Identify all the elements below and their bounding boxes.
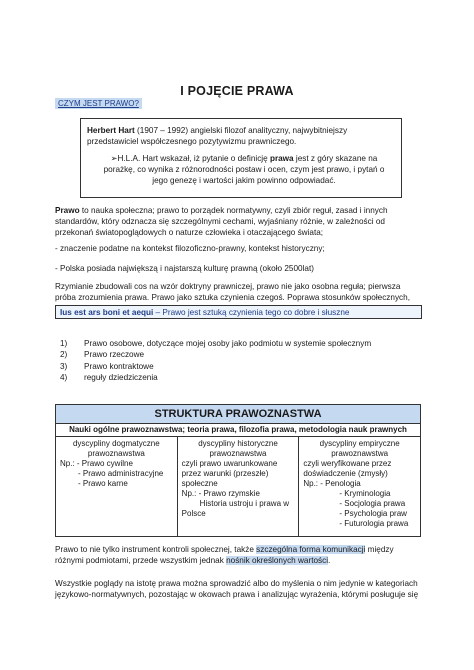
bullet-1: - znaczenie podatne na kontekst filozoficzno-prawny, kontekst historyczny; — [55, 244, 325, 253]
list-number: 4) — [60, 373, 68, 383]
col-np: Np.: - Penologia — [303, 479, 361, 488]
hart-text: (1907 – 1992) angielski filozof analityczny, najwybitniejszy przedstawiciel współczesnego pozytywizmu prawniczego. — [87, 126, 348, 146]
list-number: 3) — [60, 361, 68, 371]
list-item — [60, 361, 371, 372]
quote-bold: prawa — [269, 154, 294, 163]
communication-paragraph — [55, 544, 420, 566]
hart-description — [87, 125, 395, 147]
p3-pre: Prawo to nie tylko instrument kontroli społecznej, także — [55, 545, 257, 554]
p3-highlight-1: szczególna forma komunikacji — [256, 545, 366, 554]
col-title: prawoznawstwa — [87, 449, 145, 458]
col-np: Np.: - Prawo rzymskie — [181, 489, 260, 498]
list-number: 2) — [60, 350, 68, 360]
col-title: dyscypliny empiryczne — [319, 439, 400, 448]
prawo-text: to nauka społeczna; prawo to porządek normatywny, czyli zbiór reguł, zasad i innych standardów, który odznacza się szczególnymi cechami, wyjaśniany różnie, w zależności od przekonań światopoglądowych o naturze człowieka i otaczającego świata; — [55, 206, 388, 238]
table-subheader: Nauki ogólne prawoznawstwa; teoria prawa, filozofia prawa, metodologia nauk prawnych — [56, 424, 420, 437]
col-item: - Kryminologia — [339, 489, 391, 498]
hart-box — [80, 118, 402, 198]
list-text: Prawo rzeczowe — [84, 350, 145, 360]
list-number: 1) — [60, 339, 68, 348]
col-line: społeczne — [181, 479, 218, 488]
hart-quote — [97, 153, 391, 186]
col-extra: Historia ustroju i prawa w — [199, 499, 290, 508]
col-line: czyli weryfikowane przez — [303, 459, 392, 468]
list-item — [60, 338, 371, 349]
col-item: - Prawo administracyjne — [78, 469, 164, 478]
p3-mid: między różnymi podmiotami, przede wszystkim jednak — [55, 545, 394, 566]
latin-box — [55, 305, 422, 319]
list-item — [60, 372, 371, 383]
list-text: Prawo osobowe, dotyczące mojej osoby jako podmiotu w systemie społecznym — [84, 339, 372, 348]
rzymianie-paragraph: Rzymianie zbudowali cos na wzór doktryny prawniczej, prawo nie jako osobna reguła; pierwsza próba zrozumienia prawa. Prawo jako sztuka czynienia czegoś. Poprawa stosunków społecznych, — [55, 282, 410, 303]
col-title: prawoznawstwa — [331, 449, 389, 458]
col-title: dyscypliny historyczne — [198, 439, 278, 448]
quote-pre: ➢H.L.A. Hart wskazał, iż pytanie o definicję — [110, 154, 270, 163]
quote-post: jest z góry skazane na porażkę, co wynika z różnorodności postaw i ocen, czym jest prawo, i pytań o jego genezę i wartości jakim powinno odpowiadać. — [103, 154, 385, 185]
prawo-bold: Prawo — [55, 206, 80, 215]
col-line: przez warunki (przeszłe) — [181, 469, 269, 478]
latin-translation: – Prawo jest sztuką czynienia tego co dobre i słuszne — [153, 308, 350, 317]
table-column-historical — [177, 437, 299, 536]
col-title: dyscypliny dogmatyczne — [72, 439, 160, 448]
page-title: I POJĘCIE PRAWA — [180, 84, 294, 98]
p3-highlight-2: nośnik określonych wartości — [226, 556, 329, 566]
list-item — [60, 349, 371, 360]
col-item: - Psychologia praw — [339, 509, 407, 518]
rights-list — [60, 338, 371, 384]
col-item: - Socjologia prawa — [339, 499, 406, 508]
list-text: Prawo kontraktowe — [84, 361, 154, 371]
section-heading: CZYM JEST PRAWO? — [55, 98, 142, 109]
hart-name: Herbert Hart — [87, 126, 135, 135]
views-paragraph: Wszystkie poglądy na istotę prawa można sprowadzić albo do myślenia o nim jedynie w kategoriach językowo-normatywnych, pozostając w okowach prawa i analizując wyrażenia, którymi posługuje się — [55, 579, 419, 600]
structure-table — [55, 404, 421, 537]
col-np: Np.: - Prawo cywilne — [60, 459, 133, 468]
col-item: - Futurologia prawa — [339, 519, 409, 528]
table-header: STRUKTURA PRAWOZNASTWA — [56, 405, 420, 424]
col-line: doświadczenie (zmysły) — [303, 469, 388, 478]
col-title: prawoznawstwa — [209, 449, 267, 458]
list-text: reguły dziedziczenia — [84, 373, 158, 383]
p3-post: . — [328, 556, 331, 566]
col-line: czyli prawo uwarunkowane — [181, 459, 278, 468]
table-column-empirical — [298, 437, 420, 536]
prawo-definition — [55, 205, 420, 239]
col-item: - Prawo karne — [78, 479, 128, 488]
table-columns — [56, 437, 420, 536]
col-extra: Polsce — [181, 509, 206, 518]
latin-phrase: Ius est ars boni et aequi — [60, 308, 154, 317]
table-column-dogmatic — [56, 437, 177, 536]
bullet-2: - Polska posiada największą i najstarszą kulturę prawną (około 2500lat) — [55, 264, 314, 273]
